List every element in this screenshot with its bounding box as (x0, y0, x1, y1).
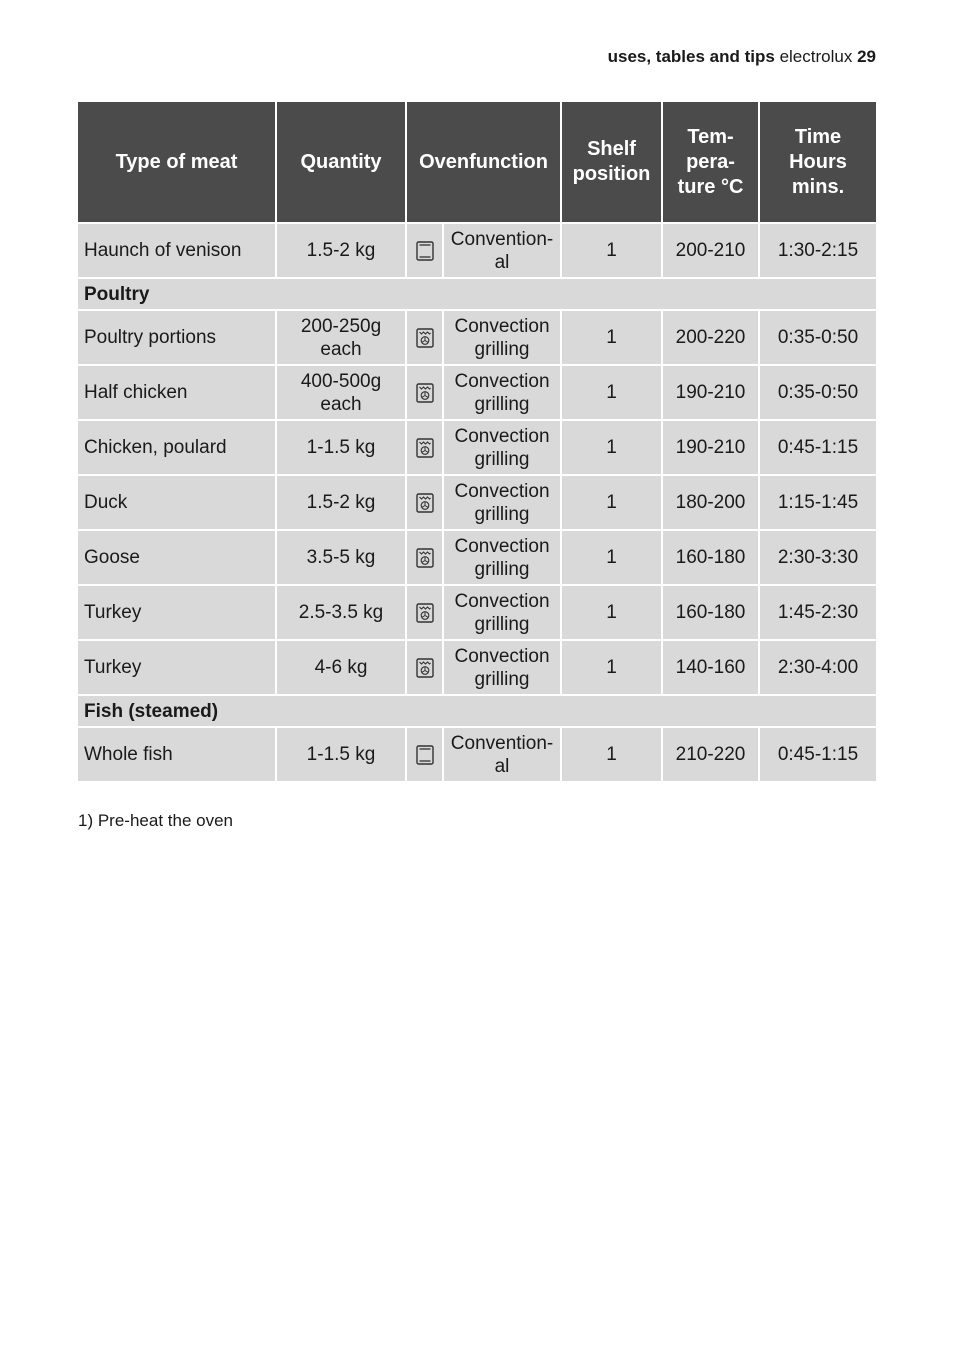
conventional-icon (416, 241, 434, 261)
cell-temperature: 190-210 (662, 365, 759, 420)
cell-shelf: 1 (561, 640, 662, 695)
group-row (78, 695, 876, 727)
cell-quantity: 400-500g each (276, 365, 406, 420)
cell-temperature: 210-220 (662, 727, 759, 782)
convection-grilling-icon (416, 658, 434, 678)
table-header-row (78, 102, 876, 223)
table-row (78, 475, 876, 530)
cell-function: Convection grilling (443, 365, 561, 420)
convection-grilling-icon (416, 493, 434, 513)
cell-time: 1:15-1:45 (759, 475, 876, 530)
cell-time: 2:30-4:00 (759, 640, 876, 695)
col-header-shelf: Shelf position (561, 102, 662, 223)
cell-type: Chicken, poulard (78, 420, 276, 475)
table-row (78, 727, 876, 782)
table-row (78, 530, 876, 585)
cell-function-icon (406, 310, 443, 365)
page-number: 29 (857, 47, 876, 66)
cell-shelf: 1 (561, 727, 662, 782)
cell-function: Convection grilling (443, 475, 561, 530)
cell-quantity: 1.5-2 kg (276, 475, 406, 530)
group-label: Fish (steamed) (78, 695, 876, 727)
col-header-temperature: Tem- pera- ture °C (662, 102, 759, 223)
cell-function-icon (406, 420, 443, 475)
cell-time: 1:30-2:15 (759, 223, 876, 278)
cell-function-icon (406, 365, 443, 420)
col-header-time: Time Hours mins. (759, 102, 876, 223)
cell-temperature: 200-220 (662, 310, 759, 365)
cell-type: Goose (78, 530, 276, 585)
convection-grilling-icon (416, 328, 434, 348)
cell-quantity: 2.5-3.5 kg (276, 585, 406, 640)
cell-type: Haunch of venison (78, 223, 276, 278)
convection-grilling-icon (416, 548, 434, 568)
section-title: uses, tables and tips (607, 47, 775, 66)
cell-function-icon (406, 530, 443, 585)
cell-function-icon (406, 640, 443, 695)
cell-time: 0:45-1:15 (759, 727, 876, 782)
cell-function: Convection grilling (443, 310, 561, 365)
cell-function: Convection grilling (443, 420, 561, 475)
group-label: Poultry (78, 278, 876, 310)
table-row (78, 585, 876, 640)
cell-function-icon (406, 223, 443, 278)
table-row (78, 640, 876, 695)
cell-shelf: 1 (561, 585, 662, 640)
cell-shelf: 1 (561, 365, 662, 420)
cell-function-icon (406, 475, 443, 530)
convection-grilling-icon (416, 603, 434, 623)
cell-quantity: 200-250g each (276, 310, 406, 365)
cell-type: Half chicken (78, 365, 276, 420)
cell-function: Convention- al (443, 223, 561, 278)
cell-time: 0:35-0:50 (759, 365, 876, 420)
cell-type: Duck (78, 475, 276, 530)
cell-quantity: 3.5-5 kg (276, 530, 406, 585)
cell-temperature: 140-160 (662, 640, 759, 695)
conventional-icon (416, 745, 434, 765)
cell-temperature: 180-200 (662, 475, 759, 530)
cell-time: 0:45-1:15 (759, 420, 876, 475)
cell-quantity: 1-1.5 kg (276, 727, 406, 782)
convection-grilling-icon (416, 383, 434, 403)
cell-shelf: 1 (561, 420, 662, 475)
col-header-function: Ovenfunction (406, 102, 561, 223)
cell-shelf: 1 (561, 223, 662, 278)
cell-function: Convection grilling (443, 640, 561, 695)
table-body (78, 223, 876, 782)
cell-shelf: 1 (561, 530, 662, 585)
convection-grilling-icon (416, 438, 434, 458)
cell-quantity: 1.5-2 kg (276, 223, 406, 278)
cell-time: 2:30-3:30 (759, 530, 876, 585)
cell-type: Turkey (78, 640, 276, 695)
col-header-type: Type of meat (78, 102, 276, 223)
cell-time: 0:35-0:50 (759, 310, 876, 365)
cell-type: Turkey (78, 585, 276, 640)
cell-time: 1:45-2:30 (759, 585, 876, 640)
table-row (78, 365, 876, 420)
cell-temperature: 160-180 (662, 530, 759, 585)
cell-type: Whole fish (78, 727, 276, 782)
page-header (608, 46, 876, 68)
group-row (78, 278, 876, 310)
table-row (78, 223, 876, 278)
cell-temperature: 160-180 (662, 585, 759, 640)
cell-shelf: 1 (561, 310, 662, 365)
cell-function-icon (406, 727, 443, 782)
col-header-quantity: Quantity (276, 102, 406, 223)
cell-function-icon (406, 585, 443, 640)
cell-shelf: 1 (561, 475, 662, 530)
footnote: 1) Pre-heat the oven (78, 811, 233, 830)
cell-function: Convection grilling (443, 585, 561, 640)
cell-function: Convection grilling (443, 530, 561, 585)
cell-quantity: 1-1.5 kg (276, 420, 406, 475)
cell-type: Poultry portions (78, 310, 276, 365)
cell-temperature: 190-210 (662, 420, 759, 475)
brand-name: electrolux (779, 47, 853, 66)
cooking-table (78, 102, 876, 783)
cell-quantity: 4-6 kg (276, 640, 406, 695)
table-row (78, 420, 876, 475)
cell-function: Convention- al (443, 727, 561, 782)
cell-temperature: 200-210 (662, 223, 759, 278)
table-row (78, 310, 876, 365)
